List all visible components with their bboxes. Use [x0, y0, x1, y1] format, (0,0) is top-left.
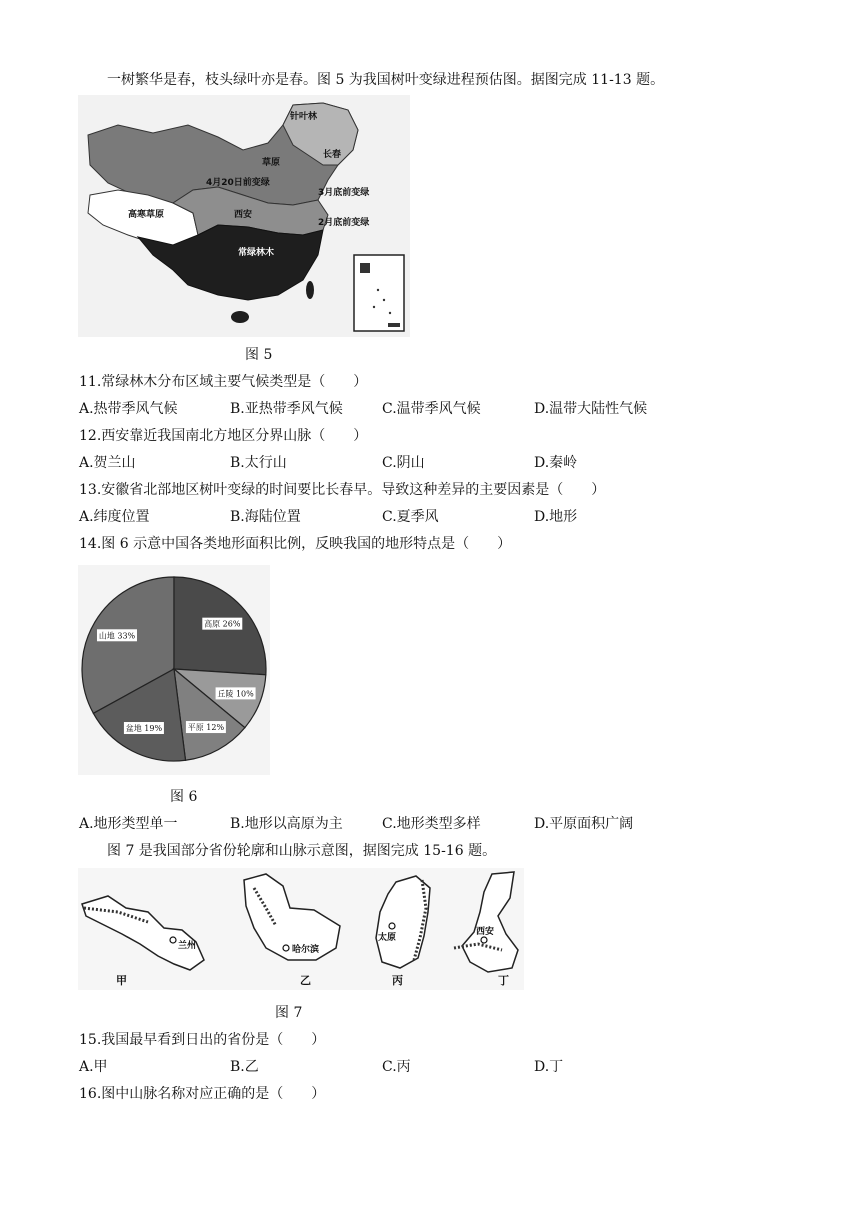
question-13-stem: 13.安徽省北部地区树叶变绿的时间要比长春早。导致这种差异的主要因素是（ ）: [79, 482, 606, 498]
q14-option-d[interactable]: D.平原面积广阔: [534, 816, 634, 832]
figure-6-pie: [78, 565, 270, 775]
question-14-stem: 14.图 6 示意中国各类地形面积比例，反映我国的地形特点是（ ）: [79, 536, 512, 552]
figure-5-caption: 图 5: [245, 347, 273, 363]
figure-6-caption: 图 6: [170, 789, 198, 805]
label-needle-forest: 针叶林: [290, 112, 318, 122]
intro-text: 一树繁华是春，枝头绿叶亦是春。图 5 为我国树叶变绿进程预估图。据图完成 11-13 题。: [107, 72, 665, 88]
q14-option-c[interactable]: C.地形类型多样: [382, 816, 481, 832]
label-evergreen: 常绿林木: [238, 248, 275, 258]
china-map-image: [78, 95, 410, 337]
pie-label-4: 盆地 19%: [125, 724, 163, 734]
city-xian-fig7: 西安: [476, 927, 495, 937]
question-16-stem: 16.图中山脉名称对应正确的是（ ）: [79, 1086, 326, 1102]
question-12-options: [79, 453, 779, 473]
label-mar-end: 3月底前变绿: [318, 188, 370, 198]
q15-option-b[interactable]: B.乙: [230, 1059, 259, 1075]
question-12-stem: 12.西安靠近我国南北方地区分界山脉（ ）: [79, 428, 368, 444]
terrain-pie-chart: [78, 565, 270, 775]
question-11-options: [79, 399, 779, 419]
question-15-options: [79, 1057, 779, 1077]
city-harbin: 哈尔滨: [292, 945, 320, 955]
question-14-options: [79, 814, 779, 834]
q13-option-d[interactable]: D.地形: [534, 509, 578, 525]
q15-option-d[interactable]: D.丁: [534, 1059, 564, 1075]
label-grassland: 草原: [262, 158, 281, 168]
q15-option-a[interactable]: A.甲: [79, 1059, 108, 1075]
figure-7-caption: 图 7: [275, 1005, 303, 1021]
q12-option-b[interactable]: B.太行山: [230, 455, 287, 471]
label-plateau: 高寒草原: [128, 210, 165, 220]
pie-label-2: 丘陵 10%: [217, 689, 254, 699]
label-apr20: 4月20日前变绿: [206, 178, 270, 188]
q11-option-c[interactable]: C.温带季风气候: [382, 401, 481, 417]
q13-option-a[interactable]: A.纬度位置: [79, 509, 150, 525]
figure-7-provinces: [78, 868, 524, 990]
city-taiyuan: 太原: [378, 933, 397, 943]
province-tag-ding: 丁: [498, 974, 509, 987]
label-xian: 西安: [234, 210, 253, 220]
pie-label-1: 高原 26%: [204, 619, 241, 629]
q11-option-d[interactable]: D.温带大陆性气候: [534, 401, 648, 417]
q15-option-c[interactable]: C.丙: [382, 1059, 411, 1075]
pie-label-0: 山地 33%: [98, 631, 136, 641]
q12-option-c[interactable]: C.阴山: [382, 455, 425, 471]
q11-option-b[interactable]: B.亚热带季风气候: [230, 401, 343, 417]
q13-option-c[interactable]: C.夏季风: [382, 509, 439, 525]
pie-label-3: 平原 12%: [187, 723, 225, 733]
question-11-stem: 11.常绿林木分布区域主要气候类型是（ ）: [79, 374, 368, 390]
q14-option-b[interactable]: B.地形以高原为主: [230, 816, 343, 832]
province-tag-jia: 甲: [116, 974, 127, 987]
label-feb-end: 2月底前变绿: [318, 218, 370, 228]
city-lanzhou: 兰州: [178, 941, 197, 951]
figure-5-map: [78, 95, 410, 337]
province-tag-bing: 丙: [392, 974, 403, 987]
province-tag-yi: 乙: [300, 974, 311, 987]
q12-option-d[interactable]: D.秦岭: [534, 455, 578, 471]
province-outlines-image: [78, 868, 524, 990]
question-13-options: [79, 507, 779, 527]
q13-option-b[interactable]: B.海陆位置: [230, 509, 301, 525]
question-15-stem: 15.我国最早看到日出的省份是（ ）: [79, 1032, 326, 1048]
q12-option-a[interactable]: A.贺兰山: [79, 455, 136, 471]
q14-option-a[interactable]: A.地形类型单一: [79, 816, 178, 832]
q11-option-a[interactable]: A.热带季风气候: [79, 401, 178, 417]
label-changchun: 长春: [323, 150, 342, 160]
intro2-text: 图 7 是我国部分省份轮廓和山脉示意图，据图完成 15-16 题。: [107, 843, 497, 859]
